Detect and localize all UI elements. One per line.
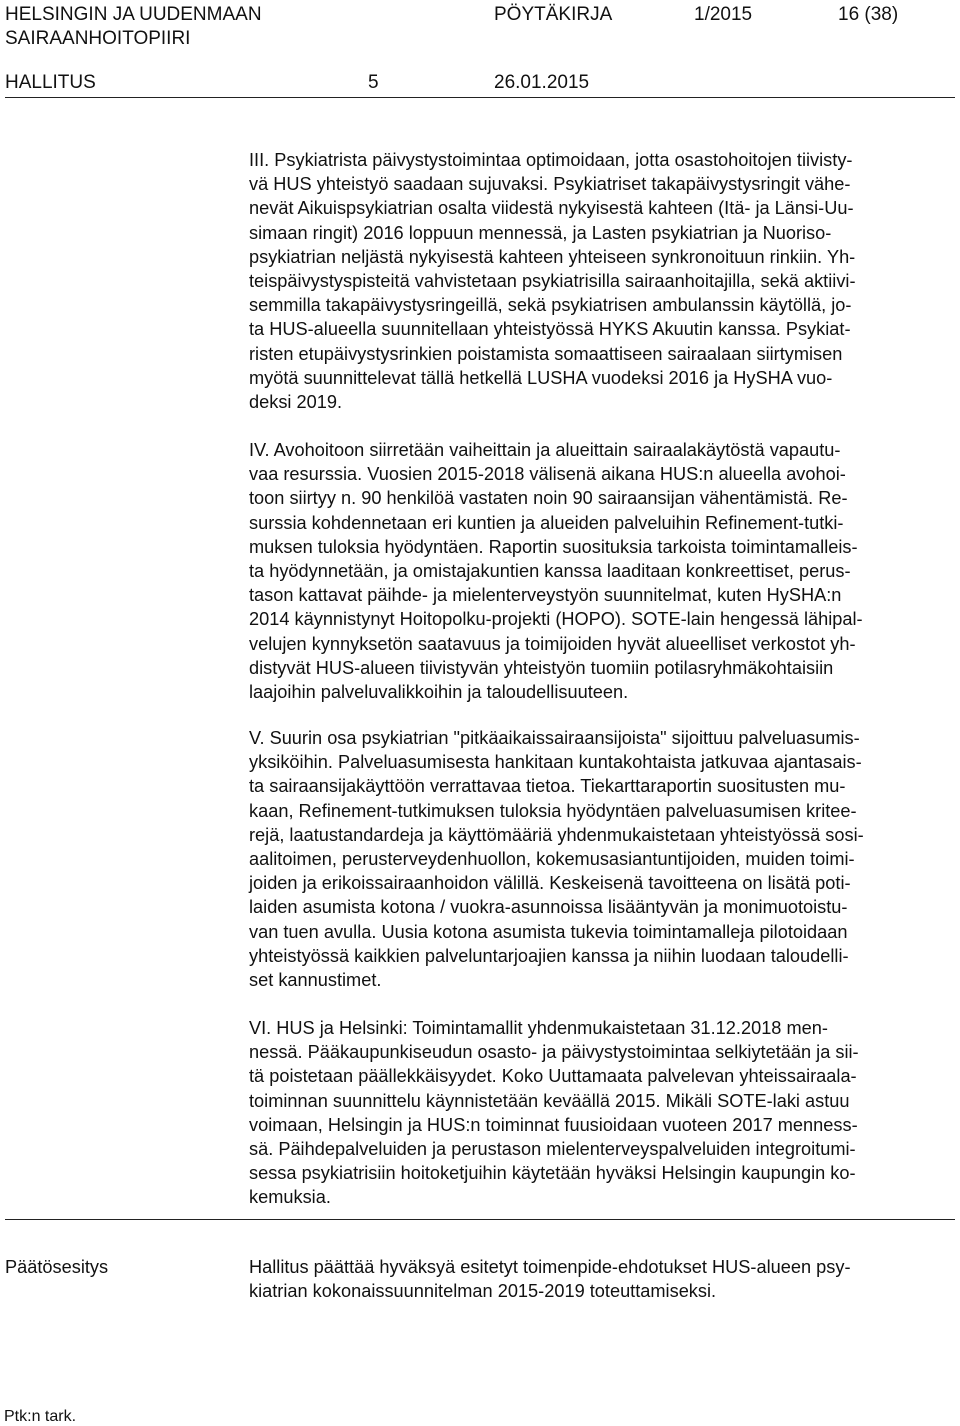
section-iii-paragraph: III. Psykiatrista päivystystoimintaa optimoidaan, jotta osastohoitojen tiivisty- vä HUS yhteistyö saadaan sujuvaksi. Psykiatriset takapäivystysringit vähe- nevät Aikuispsykiatrian osalta viidestä nykyisestä kahteen (Itä- ja Länsi-Uu- simaan ringit) 2016 loppuun mennessä, ja Lasten psykiatrian ja Nuoriso- psykiatrian neljästä nykyisestä kahteen yhteiseen synkronoituun rinkiin. Yh- teispäivystyspisteitä vahvistetaan psykiatrisilla sairaanhoitajilla, sekä aktiivi- semmilla takapäivystysringeillä, sekä psykiatrisen ambulanssin käytöllä, jo- ta HUS-alueella suunnitellaan yhteistyössä HYKS Akuutin kanssa. Psykiat- risten etupäivystysrinkien poistamista somaattiseen sairaalaan siirtymisen myötä suunnittelevat tällä hetkellä LUSHA vuodeksi 2016 ja HySHA vuo- deksi 2019. xyxy=(249,150,856,413)
meeting-date: 26.01.2015 xyxy=(494,72,590,93)
header-divider xyxy=(5,97,955,98)
proposal-text: Hallitus päättää hyväksyä esitetyt toimenpide-ehdotukset HUS-alueen psy- kiatrian kokonaissuunnitelman 2015-2019 toteuttamiseksi. xyxy=(249,1257,851,1302)
proposal-label: Päätösesitys xyxy=(5,1257,109,1277)
proposal-divider xyxy=(5,1219,955,1220)
section-v-paragraph: V. Suurin osa psykiatrian "pitkäaikaissairaansijoista" sijoittuu palveluasumis- yksiköihin. Palveluasumisesta hankitaan kuntakohtaista jatkuvaa ajantasais- ta sairaansijakäyttöön verrattavaa tietoa. Tiekarttaraportin suositusten mu- kaan, Refinement-tutkimuksen tuloksia hyödyntäen palveluasumisen kritee- rejä, laatustandardeja ja käyttömääriä yhdenmukaistetaan yhteistyössä sosi- aalitoimen, perusterveydenhuollon, kokemusasiantuntijoiden, muiden toimi- joiden ja erikoissairaanhoidon välillä. Keskeisenä tavoitteena on lisätä poti- laiden asumista kotona / vuokra-asunnoissa lisääntyvän ja monimuotoistu- van tuen avulla. Uusia kotona asumista tukevia toimintamalleja pilotoidaan yhteistyössä kaikkien palveluntarjoajien kanssa ja niihin luodaan taloudelli- set kannustimet. xyxy=(249,728,864,991)
footer-signature-label: Ptk:n tark. xyxy=(4,1408,77,1425)
page-number: 16 (38) xyxy=(838,4,899,25)
section-vi-paragraph: VI. HUS ja Helsinki: Toimintamallit yhdenmukaistetaan 31.12.2018 men- nessä. Pääkaupunkiseudun osasto- ja päivystystoimintaa selkiytetään ja sii- tä poistetaan päällekkäisyydet. Koko Uuttamaata palvelevan yhteissairaala- toiminnan suunnittelu käynnistetään keväällä 2015. Mikäli SOTE-laki astuu voimaan, Helsingin ja HUS:n toiminnat fuusioidaan vuoteen 2017 menness- sä. Päihdepalveluiden ja perustason mielenterveyspalveluiden integroitumi- sessa psykiatrisiin hoitoketjuihin käytetään hyväksi Helsingin kaupungin ko- kemuksia. xyxy=(249,1018,859,1208)
body-name: HALLITUS xyxy=(5,72,96,93)
document-number: 1/2015 xyxy=(694,4,753,25)
organization-name-line1: HELSINGIN JA UUDENMAAN xyxy=(5,4,262,25)
section-iv-paragraph: IV. Avohoitoon siirretään vaiheittain ja alueittain sairaalakäytöstä vapautu- vaa resurssia. Vuosien 2015-2018 välisenä aikana HUS:n alueella avohoi- toon siirtyy n. 90 henkilöä vastaten noin 90 sairaansijan vähentämistä. Re- surssia kohdennetaan eri kuntien ja alueiden palveluihin Refinement-tutki- muksen tuloksia hyödyntäen. Raportin suosituksia tarkoista toimintamalleis- ta hyödynnetään, ja omistajakuntien kanssa laaditaan konkreettiset, perus- tason kattavat päihde- ja mielenterveystyön suunnitelmat, kuten HySHA:n 2014 käynnistynyt Hoitopolku-projekti (HOPO). SOTE-lain hengessä lähipal- velujen kynnyksetön saatavuus ja toimijoiden hyvät alueelliset verkostot yh- distyvät HUS-alueen tiivistyvän yhteistyön tuomiin potilasryhmäkohtaisiin laajoihin palveluvalikkoihin ja taloudellisuuteen. xyxy=(249,440,863,703)
document-type: PÖYTÄKIRJA xyxy=(494,4,613,25)
item-number: 5 xyxy=(368,72,379,93)
organization-name-line2: SAIRAANHOITOPIIRI xyxy=(5,28,191,49)
